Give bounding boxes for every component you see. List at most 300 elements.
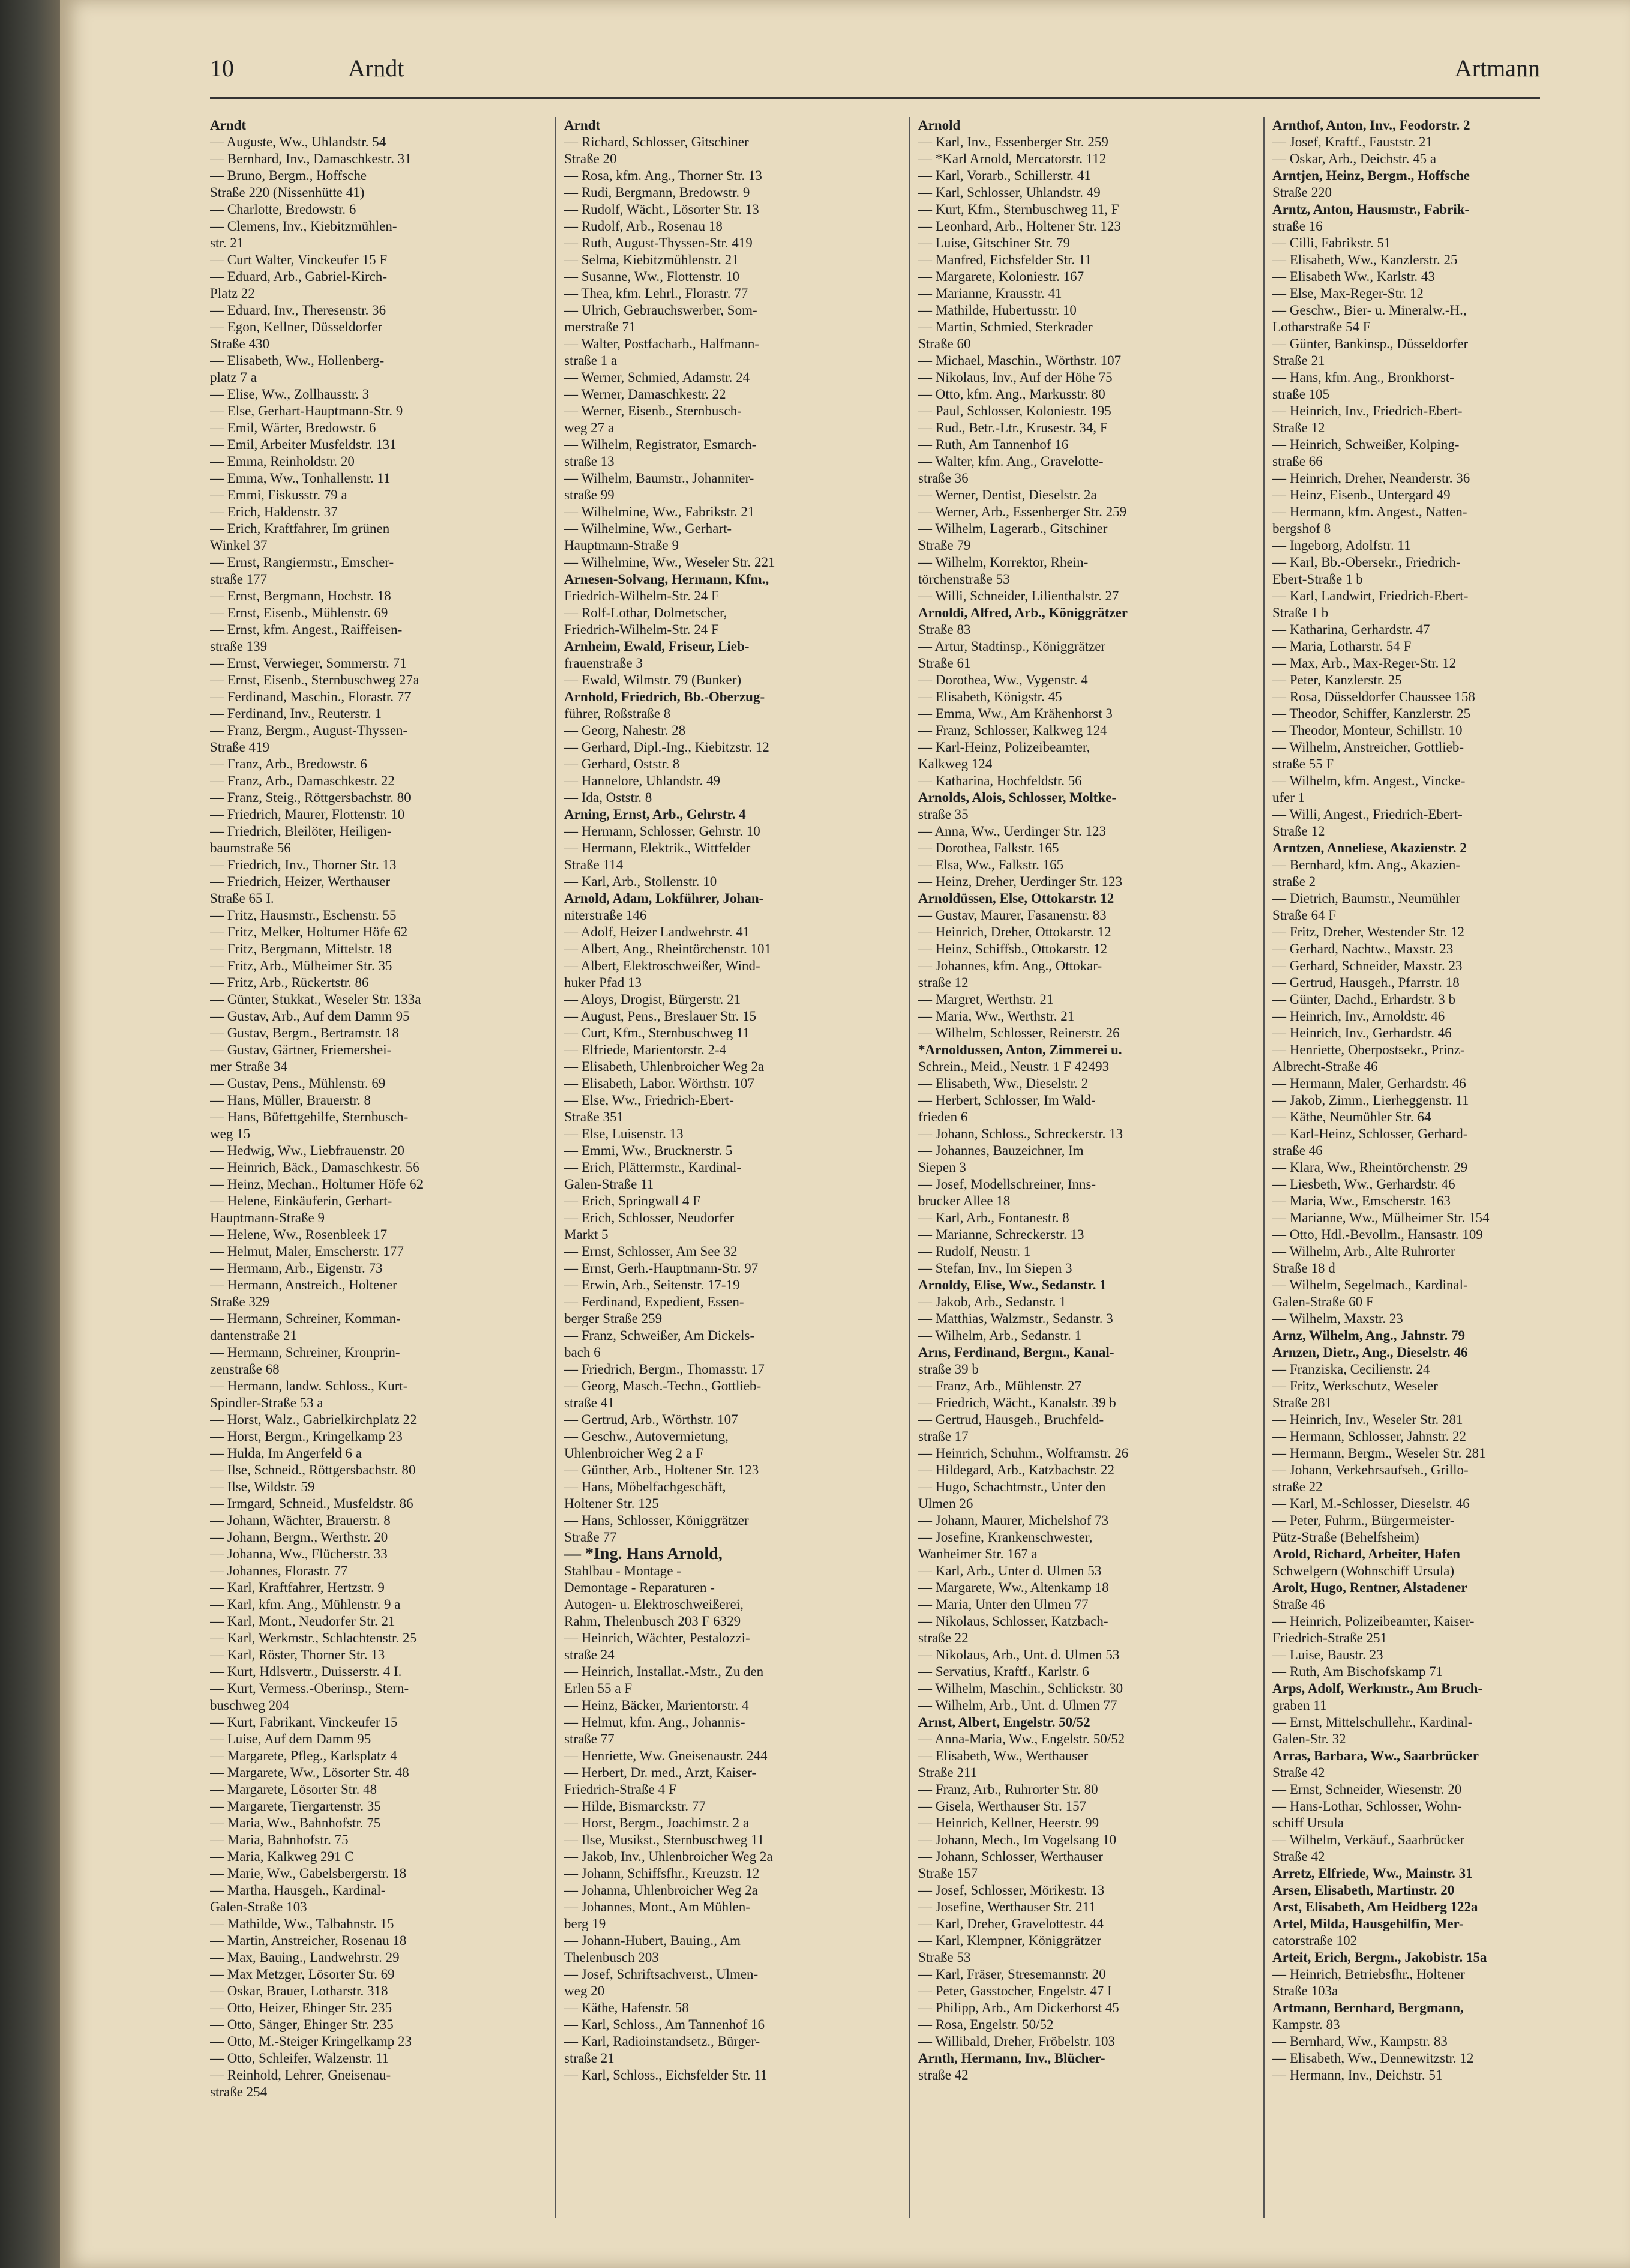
directory-entry: Arsen, Elisabeth, Martinstr. 20 [1272, 1883, 1455, 1898]
directory-entry: — Fritz, Hausmstr., Eschenstr. 55 [210, 908, 397, 923]
directory-entry: — Erich, Plättermstr., Kardinal- [564, 1160, 742, 1175]
directory-entry: — Wilhelm, Maxstr. 23 [1272, 1311, 1403, 1326]
directory-entry: — Margarete, Ww., Lösorter Str. 48 [210, 1765, 409, 1780]
directory-entry: — Heinrich, Bäck., Damaschkestr. 56 [210, 1160, 420, 1175]
directory-entry: Lotharstraße 54 F [1272, 319, 1371, 334]
directory-entry: — Johann, Mech., Im Vogelsang 10 [918, 1832, 1117, 1847]
directory-entry: Arns, Ferdinand, Bergm., Kanal- [918, 1345, 1114, 1360]
directory-entry: — Karl, Radioinstandsetz., Bürger- [564, 2034, 760, 2049]
directory-entry: — Wilhelm, Arb., Alte Ruhrorter [1272, 1244, 1455, 1259]
column-1 [210, 117, 546, 2218]
directory-entry: — Hugo, Schachtmstr., Unter den [918, 1479, 1106, 1494]
directory-entry: — *Karl Arnold, Mercatorstr. 112 [918, 151, 1107, 166]
directory-entry: — Stefan, Inv., Im Siepen 3 [918, 1261, 1072, 1276]
directory-entry: Arntz, Anton, Hausmstr., Fabrik- [1272, 202, 1470, 217]
directory-entry: Straße 64 F [1272, 908, 1337, 923]
directory-entry: Uhlenbroicher Weg 2 a F [564, 1446, 703, 1461]
directory-entry: — Maria, Kalkweg 291 C [210, 1849, 354, 1864]
directory-entry: — Curt Walter, Vinckeufer 15 F [210, 252, 388, 267]
directory-entry: — Otto, Sänger, Ehinger Str. 235 [210, 2017, 394, 2032]
directory-entry: — Katharina, Hochfeldstr. 56 [918, 773, 1082, 788]
directory-entry: Arnst, Albert, Engelstr. 50/52 [918, 1715, 1090, 1730]
directory-entry: Arntjen, Heinz, Bergm., Hoffsche [1272, 168, 1470, 183]
directory-entry: straße 39 b [918, 1362, 979, 1377]
directory-entry: Friedrich-Straße 251 [1272, 1630, 1387, 1645]
directory-entry: Platz 22 [210, 286, 255, 301]
directory-entry: Friedrich-Wilhelm-Str. 24 F [564, 588, 719, 603]
directory-entry: — Rudi, Bergmann, Bredowstr. 9 [564, 185, 750, 200]
directory-entry: — Wilhelm, Maschin., Schlickstr. 30 [918, 1681, 1123, 1696]
directory-entry: Galen-Str. 32 [1272, 1731, 1346, 1746]
directory-entry: weg 15 [210, 1126, 251, 1141]
directory-entry: — Franz, Arb., Ruhrorter Str. 80 [918, 1782, 1098, 1797]
directory-entry: — Marianne, Ww., Mülheimer Str. 154 [1272, 1210, 1490, 1225]
directory-entry: — Ilse, Schneid., Röttgersbachstr. 80 [210, 1462, 416, 1477]
directory-entry: — Franz, Arb., Bredowstr. 6 [210, 756, 367, 771]
directory-entry: Hauptmann-Straße 9 [564, 538, 679, 553]
column-4 [1272, 117, 1608, 2218]
directory-entry: Rahm, Thelenbusch 203 F 6329 [564, 1614, 741, 1629]
directory-entry: — Elisabeth, Labor. Wörthstr. 107 [564, 1076, 755, 1091]
directory-entry: — Gerhard, Nachtw., Maxstr. 23 [1272, 941, 1454, 956]
directory-entry: Arst, Elisabeth, Am Heidberg 122a [1272, 1899, 1478, 1914]
directory-entry: — Henriette, Oberpostsekr., Prinz- [1272, 1042, 1465, 1057]
directory-entry: — Wilhelm, Verkäuf., Saarbrücker [1272, 1832, 1465, 1847]
directory-entry: — Johanna, Ww., Flücherstr. 33 [210, 1546, 388, 1561]
directory-entry: Arolt, Hugo, Rentner, Alstadener [1272, 1580, 1467, 1595]
directory-entry: — Elisabeth, Ww., Dennewitzstr. 12 [1272, 2051, 1474, 2066]
directory-entry: — Johann, Verkehrsaufseh., Grillo- [1272, 1462, 1469, 1477]
column-divider [555, 117, 556, 2218]
directory-entry: Straße 1 b [1272, 605, 1329, 620]
directory-entry: — Rudolf, Arb., Rosenau 18 [564, 219, 723, 234]
directory-entry: — Elsa, Ww., Falkstr. 165 [918, 857, 1064, 872]
directory-entry: Arold, Richard, Arbeiter, Hafen [1272, 1546, 1461, 1561]
directory-entry: — Johannes, Bauzeichner, Im [918, 1143, 1084, 1158]
directory-entry: — Josefine, Krankenschwester, [918, 1530, 1093, 1545]
directory-entry: Arndt [564, 118, 601, 133]
directory-entry: — Maria, Ww., Werthstr. 21 [918, 1009, 1075, 1024]
directory-entry: Straße 42 [1272, 1765, 1325, 1780]
directory-entry: — Auguste, Ww., Uhlandstr. 54 [210, 134, 386, 149]
directory-entry: — Maria, Ww., Bahnhofstr. 75 [210, 1815, 381, 1830]
directory-entry: — Wilhelm, Registrator, Esmarch- [564, 437, 757, 452]
directory-entry: Galen-Straße 11 [564, 1177, 654, 1192]
directory-entry: — Franziska, Cecilienstr. 24 [1272, 1362, 1430, 1377]
directory-entry: — Fritz, Bergmann, Mittelstr. 18 [210, 941, 392, 956]
directory-entry: Straße 65 I. [210, 891, 274, 906]
directory-entry: Straße 83 [918, 622, 971, 637]
directory-entry: Ebert-Straße 1 b [1272, 572, 1363, 587]
directory-entry: — Margarete, Tiergartenstr. 35 [210, 1799, 381, 1814]
directory-entry: Arras, Barbara, Ww., Saarbrücker [1272, 1748, 1479, 1763]
directory-entry: catorstraße 102 [1272, 1933, 1358, 1948]
directory-entry: — Egon, Kellner, Düsseldorfer [210, 319, 383, 334]
directory-entry: — Helmut, kfm. Ang., Johannis- [564, 1715, 745, 1730]
directory-entry: — Wilhelm, Anstreicher, Gottlieb- [1272, 740, 1464, 755]
directory-entry: — Hilde, Bismarckstr. 77 [564, 1799, 706, 1814]
directory-entry: — Gertrud, Hausgeh., Bruchfeld- [918, 1412, 1104, 1427]
directory-entry: — Hans-Lothar, Schlosser, Wohn- [1272, 1799, 1462, 1814]
directory-entry: — Hermann, Bergm., Weseler Str. 281 [1272, 1446, 1486, 1461]
directory-entry: — Franz, Arb., Damaschkestr. 22 [210, 773, 395, 788]
directory-entry: baumstraße 56 [210, 840, 291, 855]
directory-entry: — Heinrich, Polizeibeamter, Kaiser- [1272, 1614, 1475, 1629]
directory-entry: — Ferdinand, Inv., Reuterstr. 1 [210, 706, 382, 721]
directory-entry: — Susanne, Ww., Flottenstr. 10 [564, 269, 739, 284]
directory-entry: — Liesbeth, Ww., Gerhardstr. 46 [1272, 1177, 1455, 1192]
directory-entry: — Ruth, August-Thyssen-Str. 419 [564, 235, 753, 250]
directory-entry: — Jakob, Inv., Uhlenbroicher Weg 2a [564, 1849, 773, 1864]
directory-entry: — Bernhard, kfm. Ang., Akazien- [1272, 857, 1460, 872]
directory-entry: — Karl, Fräser, Stresemannstr. 20 [918, 1967, 1106, 1982]
directory-entry: — Nikolaus, Inv., Auf der Höhe 75 [918, 370, 1113, 385]
directory-entry: Kampstr. 83 [1272, 2017, 1340, 2032]
directory-entry: straße 13 [564, 454, 615, 469]
directory-entry: — Cilli, Fabrikstr. 51 [1272, 235, 1391, 250]
directory-entry: — Peter, Fuhrm., Bürgermeister- [1272, 1513, 1455, 1528]
directory-entry: — Gertrud, Hausgeh., Pfarrstr. 18 [1272, 975, 1460, 990]
directory-entry: — Franz, Steig., Röttgersbachstr. 80 [210, 790, 411, 805]
directory-entry: Straße 20 [564, 151, 617, 166]
directory-entry: — Karl, Mont., Neudorfer Str. 21 [210, 1614, 395, 1629]
directory-entry: — Albert, Elektroschweißer, Wind- [564, 958, 760, 973]
directory-entry: — Heinz, Mechan., Holtumer Höfe 62 [210, 1177, 424, 1192]
directory-entry: — Marianne, Krausstr. 41 [918, 286, 1062, 301]
directory-entry: — Elisabeth Ww., Karlstr. 43 [1272, 269, 1435, 284]
directory-entry: — Manfred, Eichsfelder Str. 11 [918, 252, 1092, 267]
directory-entry: — Heinrich, Kellner, Heerstr. 99 [918, 1815, 1099, 1830]
directory-entry: — Rud., Betr.-Ltr., Krusestr. 34, F [918, 420, 1108, 435]
directory-entry: — Margret, Werthstr. 21 [918, 992, 1054, 1007]
directory-entry: — Paul, Schlosser, Koloniestr. 195 [918, 403, 1111, 418]
directory-entry: — Curt, Kfm., Sternbuschweg 11 [564, 1025, 750, 1040]
directory-entry: — Fritz, Dreher, Westender Str. 12 [1272, 924, 1465, 939]
directory-entry: — Wilhelmine, Ww., Fabrikstr. 21 [564, 504, 755, 519]
directory-entry: — Jakob, Arb., Sedanstr. 1 [918, 1294, 1066, 1309]
directory-entry: Straße 220 [1272, 185, 1332, 200]
directory-entry: straße 12 [918, 975, 969, 990]
directory-entry: — Luise, Auf dem Damm 95 [210, 1731, 371, 1746]
directory-entry: str. 21 [210, 235, 244, 250]
directory-entry: straße 41 [564, 1395, 615, 1410]
directory-entry: graben 11 [1272, 1698, 1327, 1713]
directory-entry: buschweg 204 [210, 1698, 290, 1713]
directory-entry: brucker Allee 18 [918, 1193, 1011, 1208]
directory-entry: — Gerhard, Oststr. 8 [564, 756, 680, 771]
directory-entry: — Max Metzger, Lösorter Str. 69 [210, 1967, 395, 1982]
directory-entry: Straße 114 [564, 857, 624, 872]
directory-entry: — Hans, Büfettgehilfe, Sternbusch- [210, 1109, 409, 1124]
directory-entry: — Fritz, Arb., Mülheimer Str. 35 [210, 958, 392, 973]
directory-entry: — Peter, Gasstocher, Engelstr. 47 I [918, 1983, 1112, 1998]
directory-entry: — Martin, Schmied, Sterkrader [918, 319, 1093, 334]
directory-entry: Straße 60 [918, 336, 971, 351]
page-number: 10 [210, 55, 234, 82]
directory-entry: — Else, Ww., Friedrich-Ebert- [564, 1093, 734, 1108]
directory-entry: straße 46 [1272, 1143, 1323, 1158]
directory-entry: — Nikolaus, Arb., Unt. d. Ulmen 53 [918, 1647, 1120, 1662]
directory-entry: — Leonhard, Arb., Holtener Str. 123 [918, 219, 1121, 234]
directory-entry: — Max, Bauing., Landwehrstr. 29 [210, 1950, 400, 1965]
directory-entry: — Hildegard, Arb., Katzbachstr. 22 [918, 1462, 1115, 1477]
directory-entry: — Heinrich, Wächter, Pestalozzi- [564, 1630, 750, 1645]
directory-entry: — Aloys, Drogist, Bürgerstr. 21 [564, 992, 741, 1007]
directory-entry: Straße 157 [918, 1866, 978, 1881]
directory-entry: — Heinrich, Betriebsfhr., Holtener [1272, 1967, 1465, 1982]
directory-entry: schiff Ursula [1272, 1815, 1344, 1830]
directory-entry: — Maria, Ww., Emscherstr. 163 [1272, 1193, 1451, 1208]
directory-entry: — Eduard, Arb., Gabriel-Kirch- [210, 269, 388, 284]
directory-entry: — Franz, Schweißer, Am Dickels- [564, 1328, 755, 1343]
directory-entry: — Karl, Bb.-Obersekr., Friedrich- [1272, 555, 1461, 570]
directory-entry: Straße 46 [1272, 1597, 1325, 1612]
directory-entry: — Otto, Hdl.-Bevollm., Hansastr. 109 [1272, 1227, 1483, 1242]
directory-entry: *Arnoldussen, Anton, Zimmerei u. [918, 1042, 1122, 1057]
directory-entry: Schwelgern (Wohnschiff Ursula) [1272, 1563, 1455, 1578]
directory-entry: — Georg, Masch.-Techn., Gottlieb- [564, 1378, 762, 1393]
directory-entry: Arnolds, Alois, Schlosser, Moltke- [918, 790, 1117, 805]
directory-entry: — Martin, Anstreicher, Rosenau 18 [210, 1933, 407, 1948]
directory-entry: straße 17 [918, 1429, 969, 1444]
directory-entry: Arretz, Elfriede, Ww., Mainstr. 31 [1272, 1866, 1473, 1881]
directory-entry: — Elisabeth, Ww., Werthauser [918, 1748, 1089, 1763]
columns [210, 117, 1608, 2218]
directory-entry: — Karl, Schloss., Am Tannenhof 16 [564, 2017, 765, 2032]
directory-entry: Hauptmann-Straße 9 [210, 1210, 325, 1225]
column-divider [1263, 117, 1265, 2218]
directory-entry: — Hans, kfm. Ang., Bronkhorst- [1272, 370, 1454, 385]
directory-entry: — Johann, Maurer, Michelshof 73 [918, 1513, 1109, 1528]
directory-entry: Siepen 3 [918, 1160, 966, 1175]
directory-entry: — Johann, Schiffsfhr., Kreuzstr. 12 [564, 1866, 760, 1881]
directory-entry: Straße 12 [1272, 824, 1325, 839]
directory-entry: Straße 42 [1272, 1849, 1325, 1864]
directory-entry: — Erich, Springwall 4 F [564, 1193, 700, 1208]
directory-entry: — Friedrich, Inv., Thorner Str. 13 [210, 857, 397, 872]
directory-entry: — Maria, Unter den Ulmen 77 [918, 1597, 1089, 1612]
book-binding [0, 0, 60, 2268]
directory-entry: straße 66 [1272, 454, 1323, 469]
directory-entry: — Helmut, Maler, Emscherstr. 177 [210, 1244, 404, 1259]
directory-entry: — Gisela, Werthauser Str. 157 [918, 1799, 1087, 1814]
directory-entry: — Mathilde, Hubertusstr. 10 [918, 303, 1077, 318]
directory-entry: Arnheim, Ewald, Friseur, Lieb- [564, 639, 750, 654]
directory-entry: straße 99 [564, 487, 615, 502]
directory-entry: — Luise, Baustr. 23 [1272, 1647, 1383, 1662]
directory-entry: — Wilhelm, Schlosser, Reinerstr. 26 [918, 1025, 1120, 1040]
directory-entry: — Walter, kfm. Ang., Gravelotte- [918, 454, 1104, 469]
directory-entry: Demontage - Reparaturen - [564, 1580, 715, 1595]
directory-entry: — Albert, Ang., Rheintörchenstr. 101 [564, 941, 771, 956]
directory-entry: — Ernst, Gerh.-Hauptmann-Str. 97 [564, 1261, 759, 1276]
directory-entry: — Johann, Schlosser, Werthauser [918, 1849, 1103, 1864]
directory-entry: — Johannes, Florastr. 77 [210, 1563, 348, 1578]
directory-entry: bach 6 [564, 1345, 601, 1360]
directory-entry: — Hans, Schlosser, Königgrätzer [564, 1513, 749, 1528]
directory-entry: Galen-Straße 103 [210, 1899, 307, 1914]
directory-entry: — Heinrich, Schweißer, Kolping- [1272, 437, 1460, 452]
directory-entry: — Josef, Schriftsachverst., Ulmen- [564, 1967, 759, 1982]
directory-entry: — Erich, Haldenstr. 37 [210, 504, 338, 519]
directory-entry: — Johann, Wächter, Brauerstr. 8 [210, 1513, 391, 1528]
directory-entry: — Karl, Inv., Essenberger Str. 259 [918, 134, 1108, 149]
directory-entry: straße 42 [918, 2067, 969, 2083]
directory-entry: — Marie, Ww., Gabelsbergerstr. 18 [210, 1866, 407, 1881]
directory-entry: Friedrich-Straße 4 F [564, 1782, 676, 1797]
directory-entry: — Karl, Klempner, Königgrätzer [918, 1933, 1101, 1948]
directory-entry: Straße 79 [918, 538, 971, 553]
directory-entry: — Werner, Schmied, Adamstr. 24 [564, 370, 750, 385]
directory-entry: — Josef, Kraftf., Fauststr. 21 [1272, 134, 1433, 149]
directory-entry: Arnth, Hermann, Inv., Blücher- [918, 2051, 1105, 2066]
directory-entry: törchenstraße 53 [918, 572, 1010, 587]
directory-entry: — Martha, Hausgeh., Kardinal- [210, 1883, 386, 1898]
directory-entry: — Emmi, Ww., Brucknerstr. 5 [564, 1143, 733, 1158]
directory-entry: — Georg, Nahestr. 28 [564, 723, 686, 738]
directory-entry: — Emil, Wärter, Bredowstr. 6 [210, 420, 376, 435]
directory-entry: — *Ing. Hans Arnold, [564, 1546, 723, 1563]
directory-entry: berger Straße 259 [564, 1311, 663, 1326]
directory-entry: Arnoldüssen, Else, Ottokarstr. 12 [918, 891, 1114, 906]
directory-entry: — Hermann, Maler, Gerhardstr. 46 [1272, 1076, 1466, 1091]
directory-entry: straße 55 F [1272, 756, 1334, 771]
directory-entry: — Nikolaus, Schlosser, Katzbach- [918, 1614, 1108, 1629]
directory-entry: — Johannes, Mont., Am Mühlen- [564, 1899, 750, 1914]
page-header [210, 54, 1540, 90]
directory-entry: Spindler-Straße 53 a [210, 1395, 323, 1410]
directory-entry: — Emil, Arbeiter Musfeldstr. 131 [210, 437, 397, 452]
directory-entry: — Heinrich, Schuhm., Wolframstr. 26 [918, 1446, 1129, 1461]
directory-entry: — Friedrich, Heizer, Werthauser [210, 874, 391, 889]
directory-entry: — Wilhelm, kfm. Angest., Vincke- [1272, 773, 1466, 788]
directory-entry: Straße 329 [210, 1294, 270, 1309]
directory-entry: — Elisabeth, Ww., Dieselstr. 2 [918, 1076, 1088, 1091]
directory-entry: — Otto, Heizer, Ehinger Str. 235 [210, 2000, 392, 2015]
directory-entry: — Elfriede, Marientorstr. 2-4 [564, 1042, 727, 1057]
directory-entry: — Clemens, Inv., Kiebitzmühlen- [210, 219, 397, 234]
directory-entry: — Dietrich, Baumstr., Neumühler [1272, 891, 1460, 906]
directory-entry: Friedrich-Wilhelm-Str. 24 F [564, 622, 719, 637]
directory-entry: — Katharina, Gerhardstr. 47 [1272, 622, 1430, 637]
directory-entry: merstraße 71 [564, 319, 636, 334]
directory-entry: niterstraße 146 [564, 908, 647, 923]
directory-entry: — Heinz, Bäcker, Marientorstr. 4 [564, 1698, 749, 1713]
directory-entry: — Heinrich, Dreher, Ottokarstr. 12 [918, 924, 1111, 939]
directory-entry: — Ewald, Wilmstr. 79 (Bunker) [564, 672, 742, 687]
directory-entry: — Rosa, kfm. Ang., Thorner Str. 13 [564, 168, 762, 183]
directory-entry: — Philipp, Arb., Am Dickerhorst 45 [918, 2000, 1119, 2015]
directory-entry: ufer 1 [1272, 790, 1305, 805]
directory-entry: straße 2 [1272, 874, 1316, 889]
directory-entry: mer Straße 34 [210, 1059, 288, 1074]
directory-entry: — Karl, Arb., Stollenstr. 10 [564, 874, 717, 889]
directory-entry: — Willi, Angest., Friedrich-Ebert- [1272, 807, 1463, 822]
directory-entry: straße 1 a [564, 353, 618, 368]
header-rule [210, 97, 1540, 99]
directory-entry: — Willi, Schneider, Lilienthalstr. 27 [918, 588, 1119, 603]
directory-entry: frieden 6 [918, 1109, 968, 1124]
directory-entry: Arnzen, Dietr., Ang., Dieselstr. 46 [1272, 1345, 1468, 1360]
directory-entry: — Elise, Ww., Zollhausstr. 3 [210, 387, 370, 402]
directory-entry: — Elisabeth, Königstr. 45 [918, 689, 1062, 704]
directory-entry: Arndt [210, 118, 247, 133]
directory-entry: — Erich, Schlosser, Neudorfer [564, 1210, 735, 1225]
directory-entry: — Heinrich, Inv., Weseler Str. 281 [1272, 1412, 1463, 1427]
column-3 [918, 117, 1254, 2218]
directory-entry: — Willibald, Dreher, Fröbelstr. 103 [918, 2034, 1115, 2049]
directory-entry: straße 21 [564, 2051, 615, 2066]
directory-entry: — Dorothea, Falkstr. 165 [918, 840, 1059, 855]
directory-entry: — Dorothea, Ww., Vygenstr. 4 [918, 672, 1088, 687]
directory-entry: — Artur, Stadtinsp., Königgrätzer [918, 639, 1106, 654]
directory-entry: platz 7 a [210, 370, 257, 385]
directory-entry: — Günter, Stukkat., Weseler Str. 133a [210, 992, 421, 1007]
directory-entry: Galen-Straße 60 F [1272, 1294, 1374, 1309]
directory-entry: — Josef, Schlosser, Mörikestr. 13 [918, 1883, 1105, 1898]
directory-entry: — Emma, Ww., Tonhallenstr. 11 [210, 471, 391, 486]
directory-entry: — Otto, M.-Steiger Kringelkamp 23 [210, 2034, 412, 2049]
directory-entry: Kalkweg 124 [918, 756, 993, 771]
directory-entry: — Hermann, landw. Schloss., Kurt- [210, 1378, 408, 1393]
directory-entry: — Rosa, Engelstr. 50/52 [918, 2017, 1054, 2032]
directory-entry: — Gertrud, Arb., Wörthstr. 107 [564, 1412, 738, 1427]
directory-entry: — Fritz, Melker, Holtumer Höfe 62 [210, 924, 408, 939]
directory-entry: — Horst, Bergm., Joachimstr. 2 a [564, 1815, 750, 1830]
directory-entry: — Horst, Walz., Gabrielkirchplatz 22 [210, 1412, 417, 1427]
directory-entry: — Heinrich, Installat.-Mstr., Zu den [564, 1664, 764, 1679]
directory-entry: — Margarete, Pfleg., Karlsplatz 4 [210, 1748, 397, 1763]
directory-entry: — Hans, Möbelfachgeschäft, [564, 1479, 726, 1494]
directory-entry: — Ilse, Musikst., Sternbuschweg 11 [564, 1832, 765, 1847]
directory-entry: — Johann-Hubert, Bauing., Am [564, 1933, 741, 1948]
directory-entry: — Gustav, Arb., Auf dem Damm 95 [210, 1009, 410, 1024]
directory-entry: — Wilhelm, Baumstr., Johanniter- [564, 471, 754, 486]
directory-entry: — Franz, Arb., Mühlenstr. 27 [918, 1378, 1082, 1393]
directory-entry: Straße 21 [1272, 353, 1325, 368]
directory-entry: — Karl, Vorarb., Schillerstr. 41 [918, 168, 1091, 183]
directory-entry: — Reinhold, Lehrer, Gneisenau- [210, 2067, 391, 2083]
directory-entry: — Friedrich, Bergm., Thomasstr. 17 [564, 1362, 765, 1377]
directory-entry: — Helene, Einkäuferin, Gerhart- [210, 1193, 392, 1208]
directory-entry: Straße 77 [564, 1530, 617, 1545]
directory-entry: — Peter, Kanzlerstr. 25 [1272, 672, 1402, 687]
directory-entry: — Josefine, Werthauser Str. 211 [918, 1899, 1096, 1914]
directory-entry: — Otto, kfm. Ang., Markusstr. 80 [918, 387, 1105, 402]
directory-entry: — August, Pens., Breslauer Str. 15 [564, 1009, 757, 1024]
directory-entry: — Elisabeth, Uhlenbroicher Weg 2a [564, 1059, 765, 1074]
directory-entry: — Hermann, Anstreich., Holtener [210, 1277, 397, 1292]
directory-entry: — Walter, Postfacharb., Halfmann- [564, 336, 760, 351]
directory-entry: — Hedwig, Ww., Liebfrauenstr. 20 [210, 1143, 404, 1158]
directory-entry: Arnoldi, Alfred, Arb., Königgrätzer [918, 605, 1128, 620]
directory-entry: straße 24 [564, 1647, 615, 1662]
directory-entry: — Ernst, Mittelschullehr., Kardinal- [1272, 1715, 1473, 1730]
directory-entry: — Ingeborg, Adolfstr. 11 [1272, 538, 1411, 553]
directory-entry: — Wilhelm, Segelmach., Kardinal- [1272, 1277, 1468, 1292]
directory-entry: — Wilhelm, Arb., Unt. d. Ulmen 77 [918, 1698, 1117, 1713]
directory-entry: Straße 12 [1272, 420, 1325, 435]
directory-entry: Markt 5 [564, 1227, 609, 1242]
directory-entry: — Wilhelmine, Ww., Weseler Str. 221 [564, 555, 775, 570]
directory-entry: — Matthias, Walzmstr., Sedanstr. 3 [918, 1311, 1113, 1326]
directory-entry: — Hermann, Schlosser, Gehrstr. 10 [564, 824, 760, 839]
directory-entry: — Helene, Ww., Rosenbleek 17 [210, 1227, 388, 1242]
directory-entry: — Else, Max-Reger-Str. 12 [1272, 286, 1424, 301]
directory-entry: — Gerhard, Dipl.-Ing., Kiebitzstr. 12 [564, 740, 769, 755]
directory-entry: — Kurt, Vermess.-Oberinsp., Stern- [210, 1681, 409, 1696]
directory-entry: — Hermann, kfm. Angest., Natten- [1272, 504, 1467, 519]
